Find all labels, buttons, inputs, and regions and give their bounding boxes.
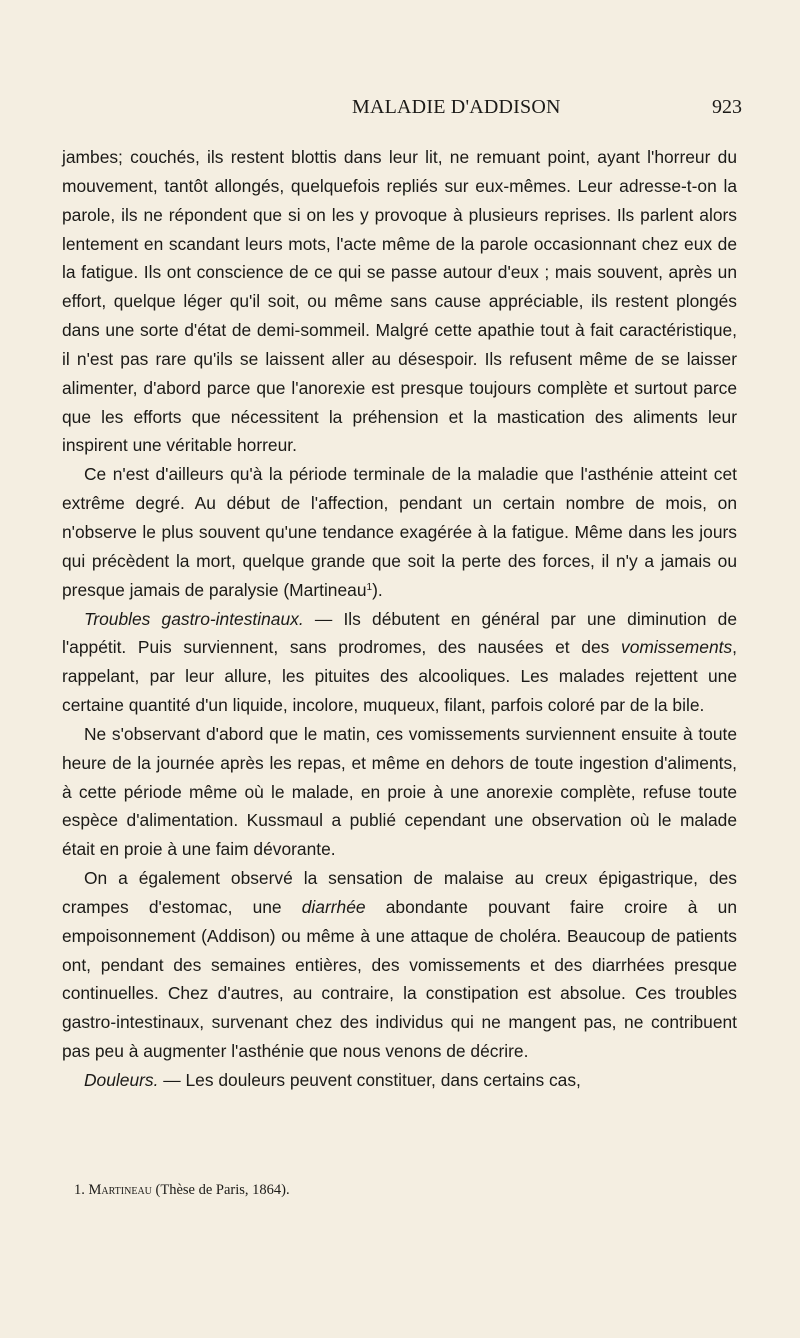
paragraph-asthenia [62,460,737,604]
paragraph-gastro-text-1: — Ils débutent en général par une diminution de l'appétit. Puis surviennent, sans prodromes, des nausées et des [62,608,737,658]
footnote [74,1182,734,1199]
paragraph-diarrhea-text-2: abondante pouvant faire croire à un empoisonnement (Addison) ou même à une attaque de choléra. Beaucoup de patients ont, pendant des semaines entières, des vomissements et des diarrhées presque continuelles. Chez d'autres, au contraire, la constipation est absolue. Ces troubles gastro-intestinaux, survenant chez des individus qui ne mangent pas, ne contribuent pas peu à augmenter l'asthénie que nous venons de décrire. [62,896,737,1062]
footnote-number: 1. [74,1182,85,1198]
emphasis-diarrhee: diarrhée [301,896,366,917]
emphasis-vomissements: vomissements [621,637,733,658]
page-number: 923 [712,96,742,118]
footnote-reference: (Thèse de Paris, 1864). [155,1182,290,1198]
footnote-ref: 1 [366,581,373,593]
paragraph-asthenia-text: Ce n'est d'ailleurs qu'à la période terminale de la maladie que l'asthénie atteint cet extrême degré. Au début de l'affection, pendant un certain nombre de mois, on n'observe le plus souvent qu'une tendance exagérée à la fatigue. Même dans les jours qui précèdent la mort, quelque grande que soit la perte des forces, il n'y a jamais ou presque jamais de paralysie (Martineau [62,464,737,600]
paragraph-gastro-text-2: , rappelant, par leur allure, les pituites des alcooliques. Les malades rejettent une certaine quantité d'un liquide, incolore, muqueux, filant, parfois coloré par de la bile. [62,637,737,716]
footnote-author: Martineau [88,1182,152,1198]
section-heading-pain: Douleurs. [84,1070,159,1090]
paragraph-diarrhea [62,864,737,1066]
paragraph-diarrhea-text-1: On a également observé la sensation de malaise au creux épigastrique, des crampes d'estomac, une [62,868,737,917]
section-heading-gastro: Troubles gastro-intestinaux. [84,608,304,629]
paragraph-vomiting: Ne s'observant d'abord que le matin, ces vomissements surviennent ensuite à toute heure de la journée après les repas, et même en dehors de toute ingestion d'aliments, à cette période même où le malade, en proie à une anorexie complète, refuse toute espèce d'alimentation. Kussmaul a publié cependant une observation où le malade était en proie à une faim dévorante. [62,723,737,860]
paragraph-pain-text: — Les douleurs peuvent constituer, dans certains cas, [158,1070,581,1090]
paragraph-apathy: jambes; couchés, ils restent blottis dans leur lit, ne remuant point, ayant l'horreur du mouvement, tantôt allongés, quelquefois repliés sur eux-mêmes. Leur adresse-t-on la parole, ils ne répondent que si on les y provoque à plusieurs reprises. Ils parlent alors lentement en scandant leurs mots, l'acte même de la parole occasionnant chez eux de la fatigue. Ils ont conscience de ce qui se passe autour d'eux ; mais souvent, après un effort, quelque léger qu'il soit, ou même sans cause appréciable, ils restent plongés dans une sorte d'état de demi-sommeil. Malgré cette apathie tout à fait caractéristique, il n'est pas rare qu'ils se laissent aller au désespoir. Ils refusent même de se laisser alimenter, d'abord parce que l'anorexie est presque toujours complète et surtout parce que les efforts que nécessitent la préhension et la mastication des aliments leur inspirent une véritable horreur. [62,147,737,456]
running-head [0,96,800,126]
body-text [62,143,737,1095]
paragraph-gastro [62,605,737,720]
running-head-title: MALADIE D'ADDISON [352,96,561,118]
paragraph-asthenia-tail: ). [372,579,383,600]
paragraph-pain [62,1066,737,1095]
